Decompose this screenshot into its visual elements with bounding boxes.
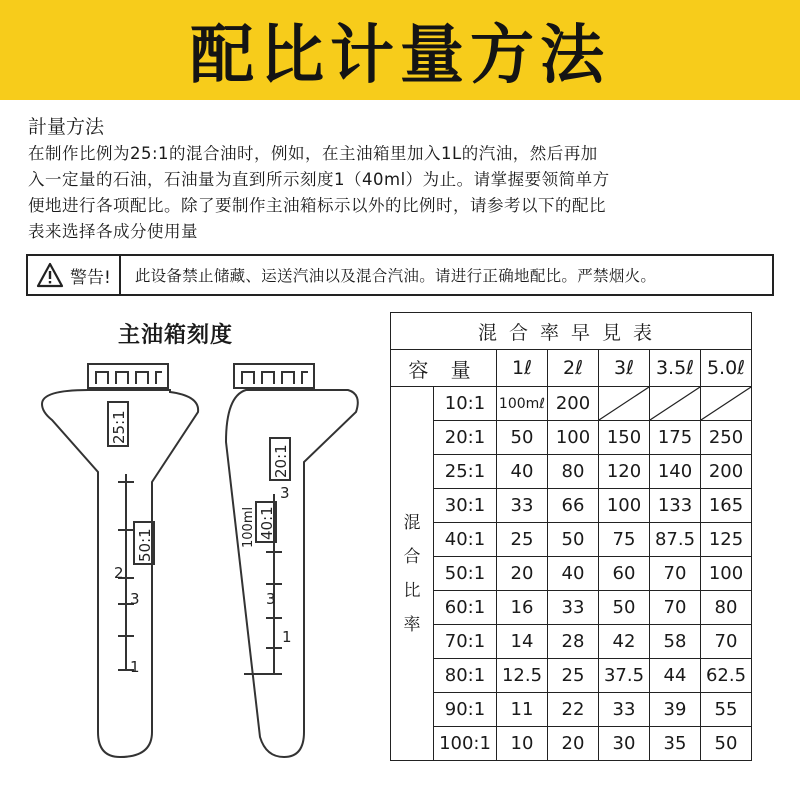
value-cell: 40 [548, 557, 599, 591]
table-row [391, 693, 752, 727]
table-row [391, 659, 752, 693]
left-ratio-a: 25:1 [110, 410, 128, 444]
value-cell: 125 [701, 523, 752, 557]
right-mark-3b: 3 [266, 590, 276, 608]
value-cell: 39 [650, 693, 701, 727]
ratio-cell: 90:1 [434, 693, 497, 727]
right-volume: 100ml [241, 506, 256, 548]
ratio-cell: 40:1 [434, 523, 497, 557]
value-cell: 58 [650, 625, 701, 659]
empty-cell [701, 387, 752, 421]
left-mark-3: 3 [130, 590, 140, 608]
value-cell: 87.5 [650, 523, 701, 557]
table-row [391, 591, 752, 625]
left-mark-2: 2 [114, 564, 124, 582]
right-tank-outline [226, 390, 358, 757]
ratio-cell: 30:1 [434, 489, 497, 523]
value-cell: 50 [599, 591, 650, 625]
left-ratio-b: 50:1 [136, 528, 154, 562]
value-cell: 50 [548, 523, 599, 557]
value-cell: 200 [548, 387, 599, 421]
gauge-title: 主油箱刻度 [118, 323, 234, 348]
value-cell: 70 [650, 591, 701, 625]
value-cell: 33 [548, 591, 599, 625]
value-cell: 25 [497, 523, 548, 557]
value-cell: 33 [599, 693, 650, 727]
warning-box [26, 254, 774, 296]
capacity-3l: 3ℓ [599, 350, 650, 387]
right-mark-3a: 3 [280, 484, 290, 502]
table-row [391, 557, 752, 591]
capacity-5l: 5.0ℓ [701, 350, 752, 387]
value-cell: 200 [701, 455, 752, 489]
warning-header [28, 256, 121, 294]
value-cell: 20 [548, 727, 599, 761]
value-cell: 80 [701, 591, 752, 625]
method-line-4: 表来选择各成分使用量 [28, 222, 198, 241]
warning-label: 警告! [70, 267, 111, 288]
warning-triangle-icon [36, 262, 64, 288]
value-cell: 11 [497, 693, 548, 727]
value-cell: 250 [701, 421, 752, 455]
ratio-cell: 50:1 [434, 557, 497, 591]
value-cell: 37.5 [599, 659, 650, 693]
warning-message: 此设备禁止储藏、运送汽油以及混合汽油。请进行正确地配比。严禁烟火。 [134, 267, 657, 285]
right-ratio-b: 40:1 [258, 506, 276, 540]
table-row [391, 523, 752, 557]
table-row [391, 455, 752, 489]
ratio-cell: 70:1 [434, 625, 497, 659]
ratio-cell: 10:1 [434, 387, 497, 421]
value-cell: 28 [548, 625, 599, 659]
value-cell: 22 [548, 693, 599, 727]
method-line-2: 入一定量的石油，石油量为直到所示刻度1（40ml）为止。请掌握要领简单方 [28, 170, 610, 189]
value-cell: 35 [650, 727, 701, 761]
value-cell: 120 [599, 455, 650, 489]
value-cell: 16 [497, 591, 548, 625]
value-cell: 33 [497, 489, 548, 523]
value-cell: 80 [548, 455, 599, 489]
method-heading: 計量方法 [28, 116, 105, 138]
value-cell: 100mℓ [497, 387, 548, 421]
value-cell: 12.5 [497, 659, 548, 693]
value-cell: 66 [548, 489, 599, 523]
value-cell: 70 [650, 557, 701, 591]
value-cell: 55 [701, 693, 752, 727]
ratio-cell: 25:1 [434, 455, 497, 489]
right-ratio-a: 20:1 [272, 444, 290, 478]
value-cell: 20 [497, 557, 548, 591]
ratio-cell: 80:1 [434, 659, 497, 693]
left-mark-1: 1 [130, 658, 140, 676]
empty-cell [599, 387, 650, 421]
value-cell: 25 [548, 659, 599, 693]
title-banner [0, 0, 800, 100]
value-cell: 50 [701, 727, 752, 761]
table-row [391, 489, 752, 523]
value-cell: 62.5 [701, 659, 752, 693]
table-row [391, 387, 752, 421]
capacity-2l: 2ℓ [548, 350, 599, 387]
ratio-cell: 100:1 [434, 727, 497, 761]
value-cell: 100 [701, 557, 752, 591]
table-row [391, 421, 752, 455]
table-row [391, 727, 752, 761]
value-cell: 30 [599, 727, 650, 761]
value-cell: 50 [497, 421, 548, 455]
value-cell: 165 [701, 489, 752, 523]
side-label: 混 合 比 率 [391, 387, 434, 761]
value-cell: 70 [701, 625, 752, 659]
value-cell: 60 [599, 557, 650, 591]
method-section [28, 112, 776, 245]
empty-cell [650, 387, 701, 421]
value-cell: 100 [599, 489, 650, 523]
value-cell: 140 [650, 455, 701, 489]
value-cell: 10 [497, 727, 548, 761]
value-cell: 175 [650, 421, 701, 455]
value-cell: 42 [599, 625, 650, 659]
value-cell: 133 [650, 489, 701, 523]
table-title: 混合率早見表 [391, 313, 752, 350]
value-cell: 40 [497, 455, 548, 489]
capacity-1l: 1ℓ [497, 350, 548, 387]
table-row [391, 625, 752, 659]
value-cell: 150 [599, 421, 650, 455]
method-line-1: 在制作比例为25:1的混合油时，例如，在主油箱里加入1L的汽油，然后再加 [28, 144, 598, 163]
tank-gauge-diagram [30, 352, 370, 772]
ratio-cell: 60:1 [434, 591, 497, 625]
value-cell: 75 [599, 523, 650, 557]
method-line-3: 便地进行各项配比。除了要制作主油箱标示以外的比例时，请参考以下的配比 [28, 196, 606, 215]
ratio-cell: 20:1 [434, 421, 497, 455]
right-mark-1: 1 [282, 628, 292, 646]
value-cell: 44 [650, 659, 701, 693]
mixing-ratio-table [390, 312, 752, 761]
capacity-header: 容 量 [391, 350, 497, 387]
value-cell: 100 [548, 421, 599, 455]
page-title: 配比计量方法 [190, 19, 610, 93]
value-cell: 14 [497, 625, 548, 659]
capacity-3-5l: 3.5ℓ [650, 350, 701, 387]
